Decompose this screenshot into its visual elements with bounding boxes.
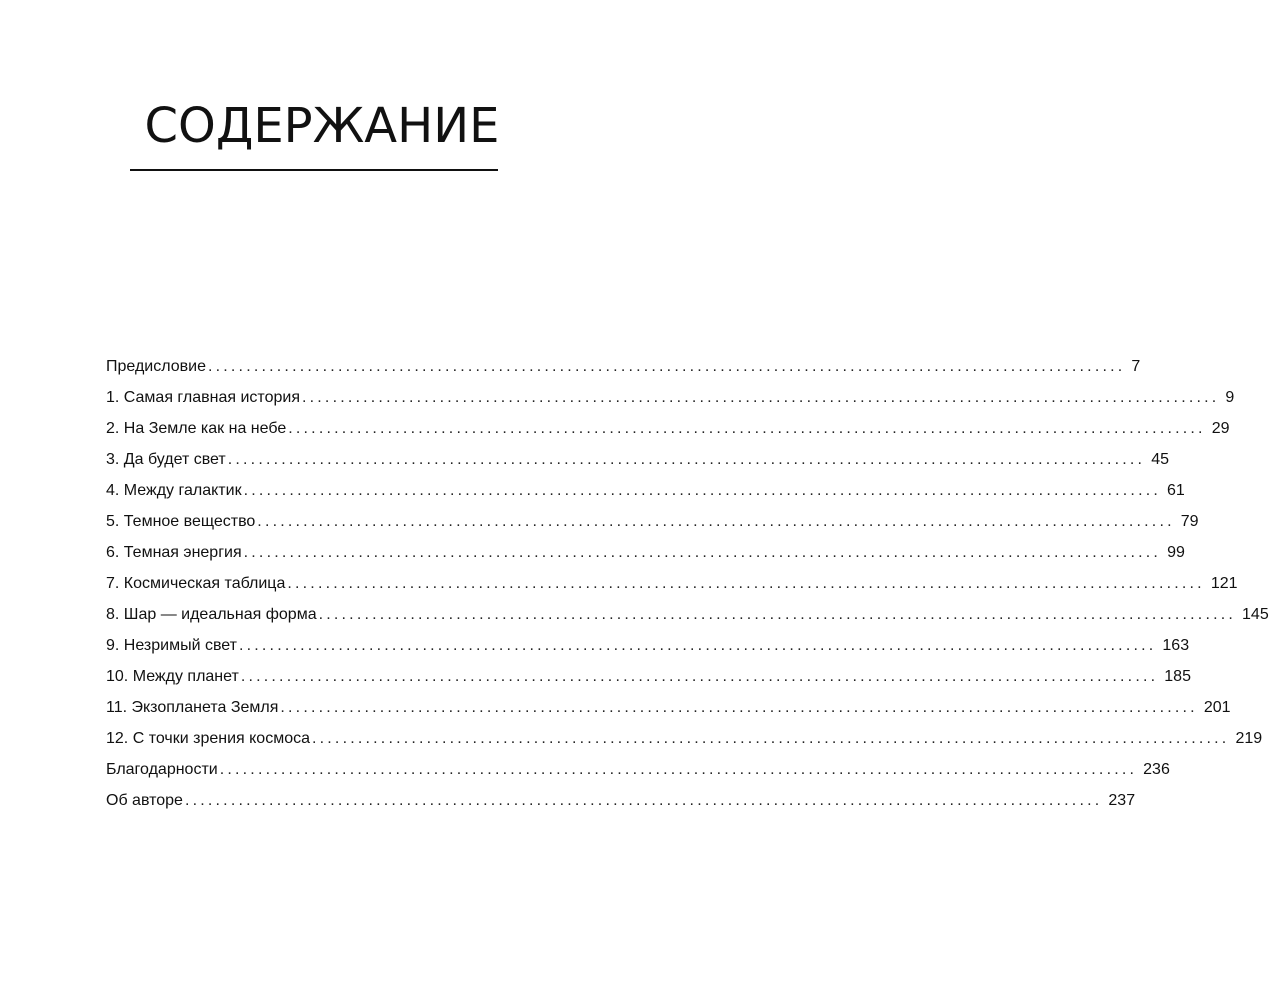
- toc-entry[interactable]: [106, 780, 1136, 811]
- toc-leader-dots: ........................................................................................................................: [243, 544, 1162, 561]
- toc-entry-page: 121: [1210, 575, 1238, 592]
- toc-entry-page: 29: [1211, 420, 1230, 437]
- toc-leader-dots: ........................................................................................................................: [318, 606, 1237, 623]
- toc-entry-page: 9: [1225, 389, 1235, 406]
- toc-leader-dots: ........................................................................................................................: [287, 575, 1205, 592]
- toc-entry[interactable]: [106, 656, 1191, 687]
- toc-entry[interactable]: [106, 563, 1238, 594]
- toc-entry-page: 7: [1131, 358, 1141, 375]
- page-title: СОДЕРЖАНИЕ: [144, 98, 500, 154]
- toc-entry-title: 3. Да будет свет: [106, 451, 226, 468]
- toc-leader-dots: ........................................................................................................................: [207, 358, 1126, 375]
- toc-entry[interactable]: [106, 749, 1170, 780]
- table-of-contents: [106, 346, 1269, 811]
- toc-entry-title: Предисловие: [106, 358, 206, 375]
- toc-entry[interactable]: [106, 532, 1185, 563]
- toc-leader-dots: ........................................................................................................................: [238, 637, 1157, 654]
- toc-entry-page: 236: [1143, 761, 1170, 778]
- toc-leader-dots: ........................................................................................................................: [184, 792, 1103, 809]
- toc-entry-title: 7. Космическая таблица: [106, 575, 286, 592]
- toc-entry-page: 237: [1108, 792, 1136, 809]
- toc-entry-page: 201: [1203, 699, 1231, 716]
- toc-entry-page: 145: [1242, 606, 1269, 623]
- toc-leader-dots: ........................................................................................................................: [227, 451, 1146, 468]
- toc-entry[interactable]: [106, 718, 1263, 749]
- toc-entry[interactable]: [106, 594, 1269, 625]
- toc-entry-title: 2. На Земле как на небе: [106, 420, 287, 437]
- toc-entry-title: Об авторе: [106, 792, 183, 809]
- toc-entry-title: 9. Незримый свет: [106, 637, 237, 654]
- toc-entry[interactable]: [106, 377, 1235, 408]
- toc-entry-page: 61: [1167, 482, 1185, 499]
- toc-entry-page: 185: [1164, 668, 1191, 685]
- toc-leader-dots: ........................................................................................................................: [301, 389, 1220, 406]
- toc-entry-page: 45: [1151, 451, 1169, 468]
- toc-leader-dots: ........................................................................................................................: [280, 699, 1198, 716]
- toc-entry[interactable]: [106, 439, 1169, 470]
- toc-entry-title: 5. Темное вещество: [106, 513, 256, 530]
- toc-entry-title: 12. С точки зрения космоса: [106, 730, 310, 747]
- toc-leader-dots: ........................................................................................................................: [219, 761, 1138, 778]
- toc-leader-dots: ........................................................................................................................: [288, 420, 1206, 437]
- toc-entry-title: Благодарности: [106, 761, 218, 778]
- toc-entry-page: 79: [1180, 513, 1199, 530]
- toc-entry-title: 4. Между галактик: [106, 482, 242, 499]
- toc-leader-dots: ........................................................................................................................: [243, 482, 1161, 499]
- title-underline: [130, 169, 498, 171]
- toc-entry-title: 6. Темная энергия: [106, 544, 242, 561]
- toc-entry[interactable]: [106, 408, 1230, 439]
- toc-leader-dots: ........................................................................................................................: [240, 668, 1159, 685]
- toc-entry[interactable]: [106, 625, 1190, 656]
- toc-entry-title: 8. Шар — идеальная форма: [106, 606, 317, 623]
- toc-entry[interactable]: [106, 470, 1185, 501]
- toc-entry-page: 163: [1162, 637, 1190, 654]
- toc-entry[interactable]: [106, 501, 1199, 532]
- toc-entry-page: 219: [1235, 730, 1263, 747]
- toc-entry-title: 1. Самая главная история: [106, 389, 300, 406]
- toc-entry[interactable]: [106, 687, 1231, 718]
- toc-entry-page: 99: [1167, 544, 1185, 561]
- toc-entry[interactable]: [106, 346, 1141, 377]
- toc-leader-dots: ........................................................................................................................: [312, 730, 1230, 747]
- toc-entry-title: 10. Между планет: [106, 668, 239, 685]
- toc-entry-title: 11. Экзопланета Земля: [106, 699, 279, 716]
- toc-leader-dots: ........................................................................................................................: [257, 513, 1175, 530]
